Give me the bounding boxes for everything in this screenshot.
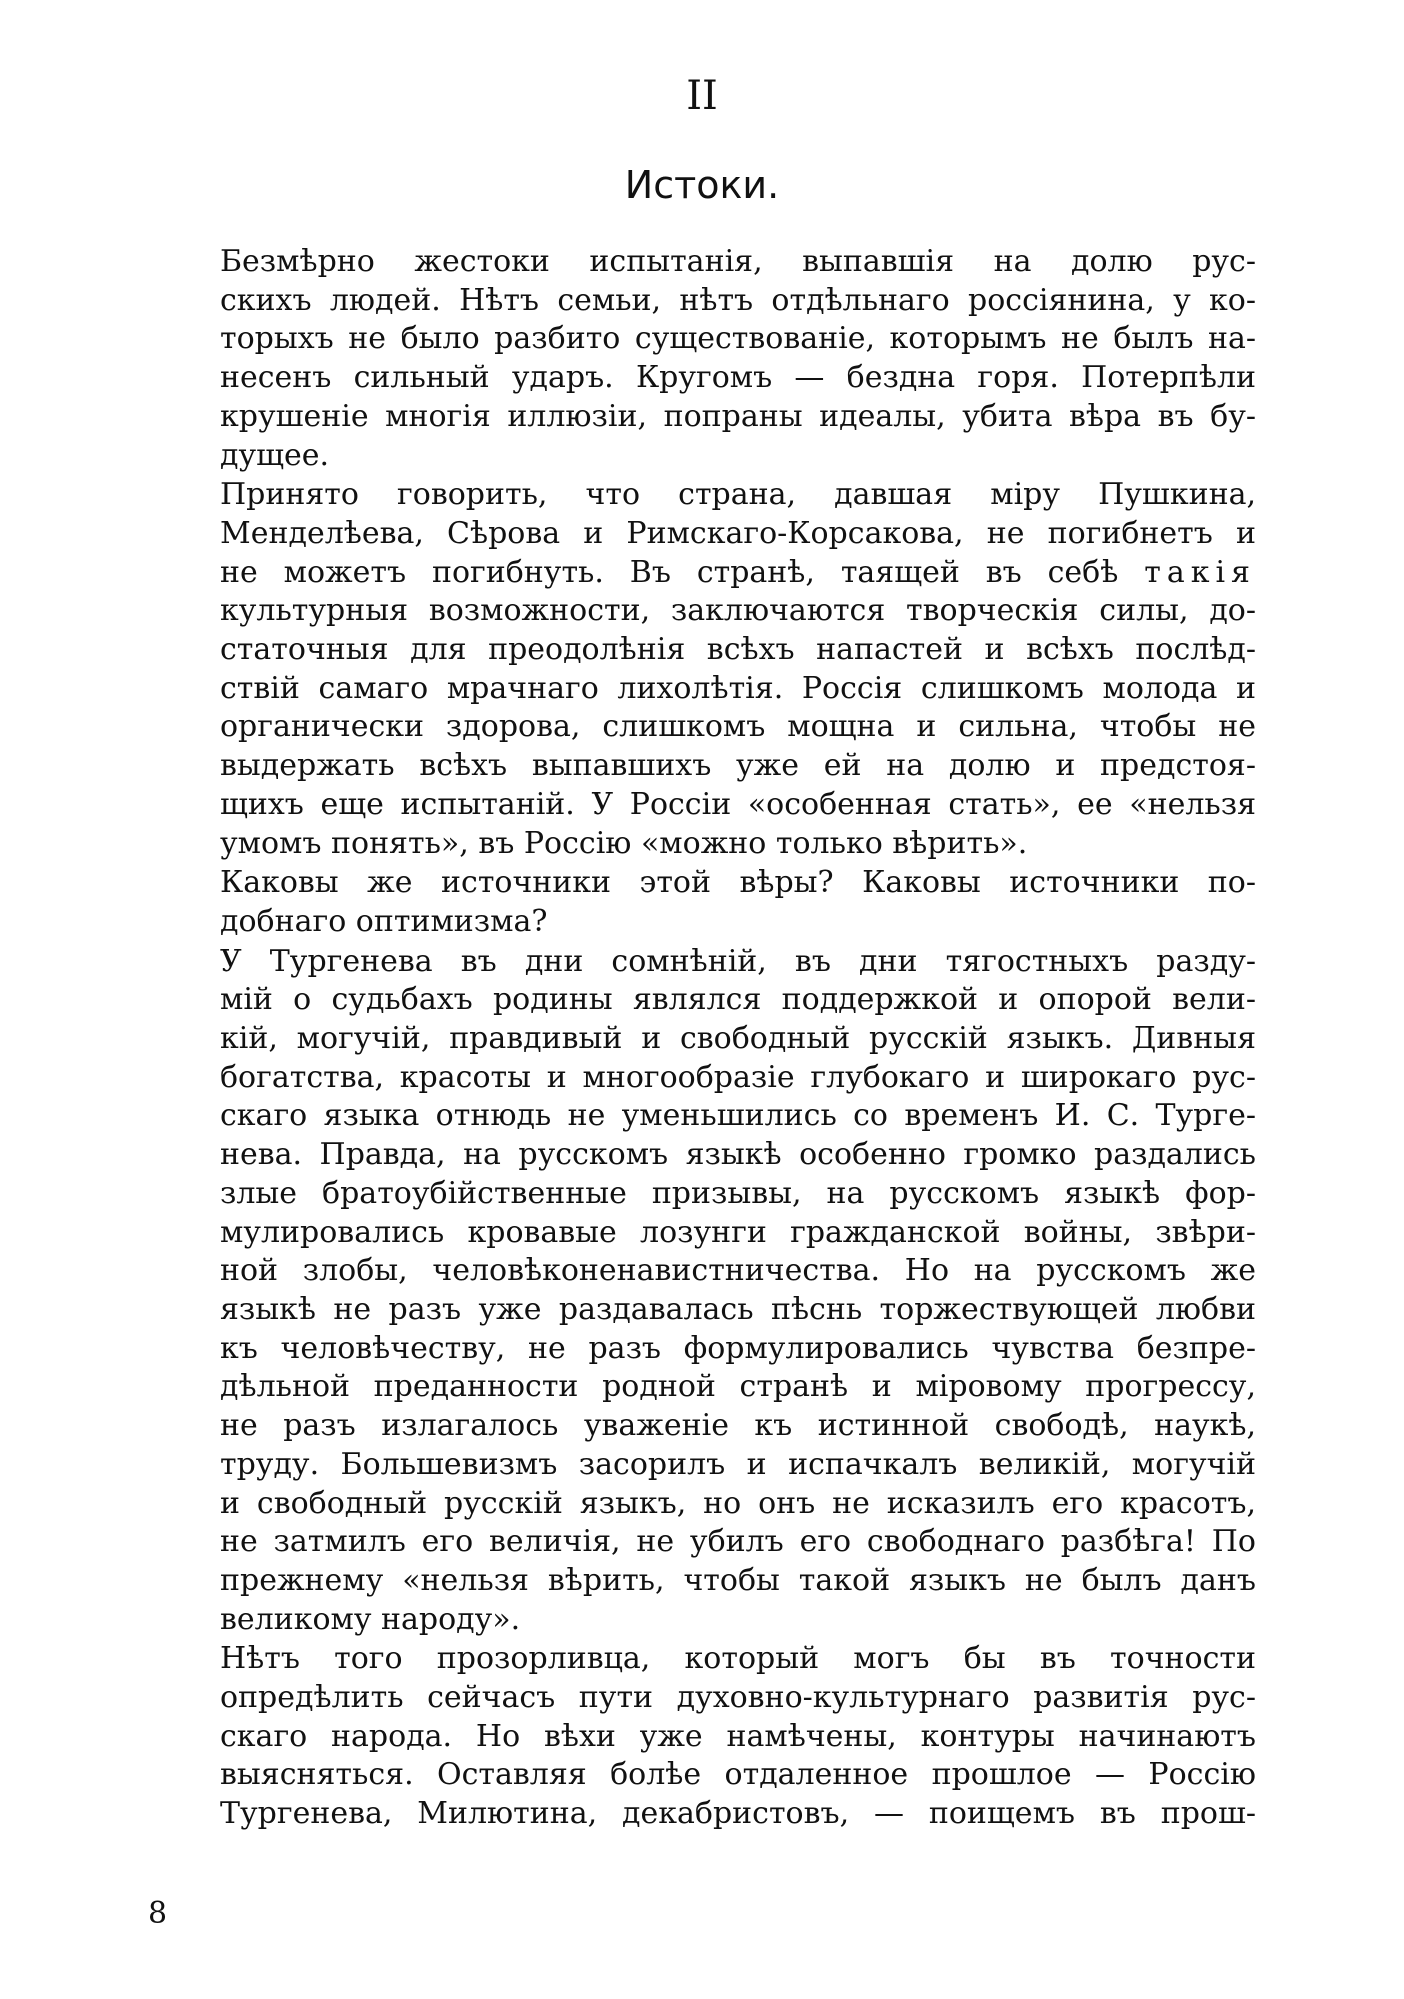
body-text — [148, 243, 1256, 1835]
chapter-number: II — [686, 73, 718, 119]
text-line: статочныя для преодолѣнія всѣхъ напастей и всѣхъ послѣд- — [220, 632, 1256, 668]
paragraph — [148, 1640, 1256, 1834]
paragraph — [148, 864, 1256, 941]
text-line: несенъ сильный ударъ. Кругомъ — бездна горя. Потерпѣли — [220, 360, 1256, 396]
text-line: прежнему «нельзя вѣрить, чтобы такой языкъ не былъ данъ — [220, 1562, 1256, 1598]
text-line: щихъ еще испытаній. У Россіи «особенная стать», ее «нельзя — [220, 786, 1256, 822]
text-fragment: не можетъ погибнуть. Въ странѣ, таящей въ себѣ — [220, 554, 1119, 590]
text-line: дущее. — [220, 437, 330, 473]
spaced-emphasis: такія — [1144, 554, 1256, 590]
text-line: злые братоубійственные призывы, на русскомъ языкѣ фор- — [220, 1175, 1256, 1211]
text-line: скаго языка отнюдь не уменьшились со временъ И. С. Турге- — [220, 1098, 1256, 1134]
text-line: ствій самаго мрачнаго лихолѣтія. Россія слишкомъ молода и — [220, 670, 1256, 706]
text-line: опредѣлить сейчасъ пути духовно-культурнаго развитія рус- — [220, 1680, 1256, 1716]
text-line: Нѣтъ того прозорливца, который могъ бы въ точности — [220, 1641, 1256, 1677]
text-line: Тургенева, Милютина, декабристовъ, — поищемъ въ прош- — [220, 1796, 1256, 1832]
text-line: не затмилъ его величія, не убилъ его свободнаго разбѣга! По — [220, 1524, 1256, 1560]
text-line: Каковы же источники этой вѣры? Каковы источники по- — [220, 865, 1256, 901]
text-line: Принято говорить, что страна, давшая міру Пушкина, — [220, 477, 1256, 513]
text-line: органически здорова, слишкомъ мощна и сильна, чтобы не — [220, 709, 1256, 745]
paragraph — [148, 243, 1256, 475]
text-line — [148, 554, 1256, 593]
text-line: Безмѣрно жестоки испытанія, выпавшія на долю рус- — [220, 244, 1256, 279]
paragraph — [148, 476, 1256, 863]
text-line: выясняться. Оставляя болѣе отдаленное прошлое — Россію — [220, 1757, 1256, 1793]
text-line: скаго народа. Но вѣхи уже намѣчены, контуры начинаютъ — [220, 1718, 1256, 1754]
text-line: и свободный русскій языкъ, но онъ не исказилъ его красотъ, — [220, 1485, 1256, 1521]
chapter-title: Истоки. — [624, 163, 780, 207]
paragraph — [148, 943, 1256, 1640]
text-line: труду. Большевизмъ засорилъ и испачкалъ великій, могучій — [220, 1446, 1256, 1482]
text-line: мій о судьбахъ родины являлся поддержкой и опорой вели- — [220, 982, 1256, 1018]
text-line: языкѣ не разъ уже раздавалась пѣснь торжествующей любви — [220, 1291, 1256, 1327]
text-line: скихъ людей. Нѣтъ семьи, нѣтъ отдѣльнаго россіянина, у ко- — [220, 282, 1256, 318]
text-line: торыхъ не было разбито существованіе, которымъ не былъ на- — [220, 321, 1256, 357]
text-line: ной злобы, человѣконенавистничества. Но на русскомъ же — [220, 1253, 1256, 1289]
text-line: великому народу». — [220, 1601, 521, 1637]
text-line: мулировались кровавые лозунги гражданской войны, звѣри- — [220, 1214, 1256, 1250]
text-line: Менделѣева, Сѣрова и Римскаго-Корсакова, не погибнетъ и — [220, 515, 1256, 551]
text-line: кій, могучій, правдивый и свободный русскій языкъ. Дивныя — [220, 1021, 1256, 1057]
text-line: нева. Правда, на русскомъ языкѣ особенно громко раздались — [220, 1137, 1256, 1173]
text-line: богатства, красоты и многообразіе глубокаго и широкаго рус- — [220, 1059, 1256, 1095]
text-line: крушеніе многія иллюзіи, попраны идеалы, убита вѣра въ бу- — [220, 398, 1256, 434]
text-line: не разъ излагалось уваженіе къ истинной свободѣ, наукѣ, — [220, 1408, 1256, 1444]
text-line: выдержать всѣхъ выпавшихъ уже ей на долю и предстоя- — [220, 748, 1256, 784]
page-number: 8 — [148, 1896, 168, 1931]
text-line: культурныя возможности, заключаются творческія силы, до- — [220, 593, 1256, 629]
text-line: къ человѣчеству, не разъ формулировались чувства безпре- — [220, 1330, 1256, 1366]
text-line: У Тургенева въ дни сомнѣній, въ дни тягостныхъ разду- — [220, 943, 1256, 979]
text-line: умомъ понять», въ Россію «можно только вѣрить». — [220, 825, 1028, 861]
text-line: дѣльной преданности родной странѣ и міровому прогрессу, — [220, 1369, 1256, 1405]
text-line: добнаго оптимизма? — [220, 903, 548, 939]
